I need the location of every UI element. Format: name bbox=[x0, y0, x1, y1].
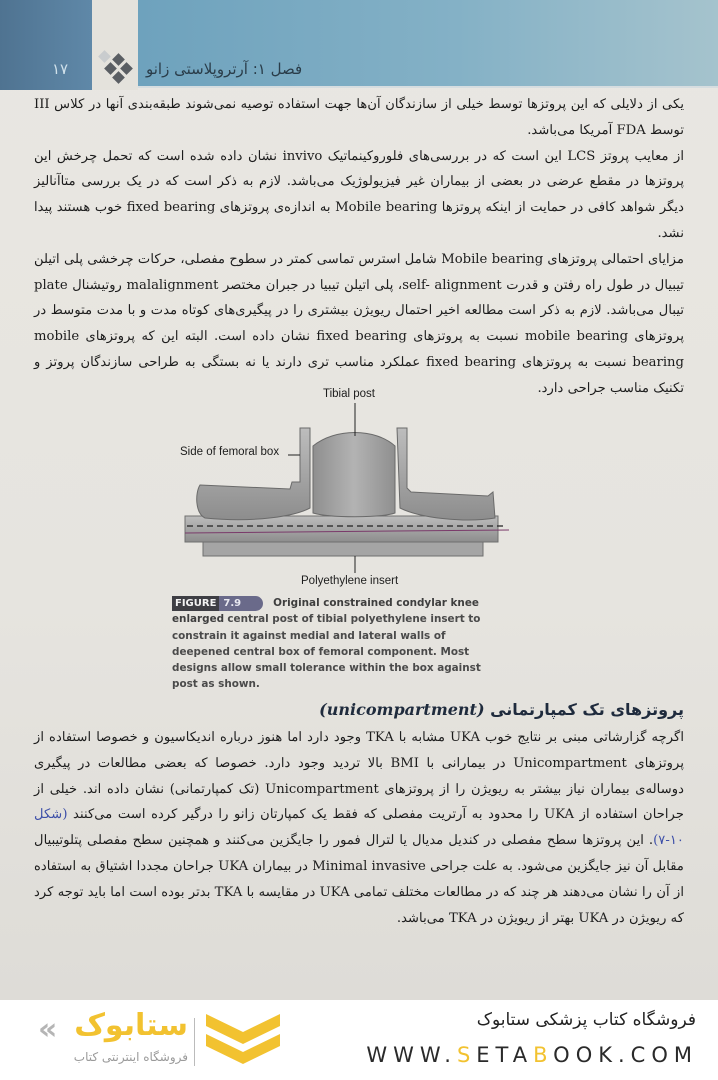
store-url-link[interactable]: WWW.SETABOOK.COM bbox=[366, 1043, 698, 1067]
double-chevron-icon: « bbox=[38, 1012, 58, 1047]
paragraph: از معایب پروتز LCS این است که در بررسی‌های فلوروکینماتیک invivo نشان داده شده است که تحمل چرخش این پروتزها در مقطع عرضی در بعضی از بیماران غیر فیزیولوژیک می‌باشد. لازم به ذکر است که در یک بررسی متاآنالیز دیگر شواهد کافی در حمایت از اینکه پروتزها Mobile bearing به اندازه‌ی پروتزهای fixed bearing خوب هستند پیدا نشد. bbox=[34, 148, 684, 241]
paragraph: اگرچه گزارشاتی مبنی بر نتایج خوب UKA مشابه با TKA وجود دارد اما هنوز درباره اندیکاسیون و خصوصا استفاده از پروتزهای Unicompartment در بیمارانی با BMI بالا تردید وجود دارد. خصوصا که بعضی مطالعات در پیگیری دوساله‌ی بیماران نیاز بیشتر به ریویژن را از پروتزهای Unicompartment (تک کمپارتمانی) نشان داده اند. خیلی از جراحان استفاده از UKA را محدود به آرتریت مفصلی که فقط یک کمپارتان زانو را درگیر کرده است می‌کنند (شکل ۱۰-۷). این پروتزها سطح مفصلی در کندیل مدیال یا لترال فمور را جایگزین می‌کنند و همچنین سطح مفصلی پتلوتیبیال مقابل آن نیز جایگزین می‌شود. به علت جراحی Minimal invasive در بیماران UKA جراحان مجددا اشتیاق به استفاده از آن را نشان می‌دهند هر چند که در مطالعات مختلف تمامی UKA در مقایسه با TKA بدتر بوده است اما باید توجه کرد که ریویژن در UKA بهتر از ریویژن در TKA می‌باشد. bbox=[34, 730, 684, 926]
page-number: ۱۷ bbox=[51, 60, 69, 78]
knee-implant-figure bbox=[175, 388, 515, 588]
setabook-logo[interactable] bbox=[28, 1008, 288, 1072]
figure-badge: FIGURE 7.9 bbox=[172, 596, 263, 611]
knee-implant-diagram bbox=[175, 388, 515, 588]
store-title: فروشگاه کتاب پزشکی ستابوک bbox=[476, 1010, 696, 1030]
header-gap bbox=[92, 0, 138, 90]
header-left-block bbox=[0, 0, 92, 90]
label-polyethylene-insert: Polyethylene insert bbox=[301, 575, 399, 587]
chevron-logo-icon bbox=[204, 1012, 282, 1068]
chapter-title: فصل ۱: آرتروپلاستی زانو bbox=[146, 60, 303, 78]
figure-caption bbox=[172, 595, 492, 693]
caption-first-line: Original constrained condylar knee enlarged bbox=[172, 597, 479, 626]
heading-latin: (unicompartment) bbox=[319, 700, 485, 719]
label-side-of-femoral-box: Side of femoral box bbox=[180, 446, 280, 458]
paragraph: مزایای احتمالی پروتزهای Mobile bearing شامل استرس تماسی کمتر در سطوح مفصلی، حرکات چرخشی پلی اتیلن تیبیال در طول راه رفتن و قدرت self- alignment، پلی اتیلن تیبیا در جبران مختصر malalignment روتیشنال plate تیبال می‌باشد. لازم به ذکر است مطالعه اخیر احتمال ریویژن بیشتری را در پیگیری‌های کوتاه مدت و با مدت متوسط در پروتزهای mobile bearing نسبت به پروتزهای fixed bearing نشان داده است. البته این که پروتزهای mobile bearing نسبت به پروتزهای fixed bearing عملکرد مناسب تری دارند یا نه بستگی به طراحی سازندگان پروتز و تکنیک مناسب جراحی دارد. bbox=[34, 251, 685, 396]
section2-body bbox=[34, 725, 684, 931]
store-footer-banner bbox=[0, 1000, 718, 1080]
figure-reference-link[interactable]: (شکل ۱۰-۷) bbox=[34, 807, 684, 849]
label-tibial-post: Tibial post bbox=[323, 388, 375, 400]
paragraph: یکی از دلایلی که این پروتزها توسط خیلی از سازندگان آن‌ها جهت استفاده توصیه نمی‌شوند طبقه‌بندی آنها در کلاس III توسط FDA آمریکا می‌باشد. bbox=[34, 97, 684, 138]
section-heading bbox=[34, 700, 684, 719]
logo-subtitle: فروشگاه اینترنتی کتاب bbox=[73, 1050, 188, 1064]
header-band bbox=[138, 0, 718, 88]
heading-persian: پروتزهای تک کمپارتمانی bbox=[490, 700, 684, 719]
caption-text: central post of tibial polyethylene insert to constrain it against medial and lateral walls of deepened central box of femoral component. Most designs allow small tolerance within the box against post as shown. bbox=[172, 613, 481, 691]
section1-body bbox=[34, 92, 684, 402]
diamond-ornament-icon bbox=[104, 54, 134, 84]
logo-divider bbox=[194, 1018, 195, 1066]
logo-wordmark: ستابوک bbox=[74, 1008, 188, 1043]
